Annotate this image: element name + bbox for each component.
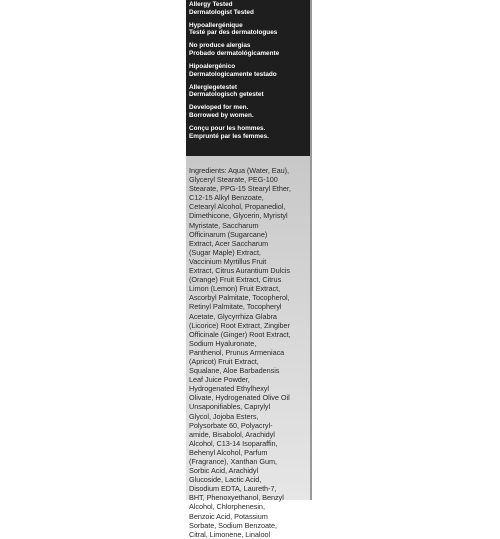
ingredient-line: Olivate, Hydrogenated Olive Oil <box>189 393 290 403</box>
claim-line: Allergiegetestet <box>189 83 237 91</box>
ingredient-line: (Sugar Maple) Extract, <box>189 247 261 257</box>
ingredient-line: Citral, Limonene, Linalool <box>189 529 271 539</box>
claim-block <box>189 125 307 140</box>
claim-block <box>189 84 307 99</box>
product-carton <box>186 0 312 539</box>
claim-line: Borrowed by women. <box>189 112 254 120</box>
claim-line: Dermatologisch getestet <box>189 91 264 99</box>
ingredients-list <box>189 166 309 539</box>
ingredient-line: Stearate, PPG-15 Stearyl Ether, <box>189 184 291 194</box>
ingredient-line: amide, Bisabolol, Arachidyl <box>189 429 275 439</box>
ingredient-line: Glucoside, Lactic Acid, <box>189 475 262 485</box>
ingredient-line: Ingredients: Aqua (Water, Eau), <box>189 166 289 175</box>
ingredient-line: Unsaponifiables, Caprylyl <box>189 402 271 412</box>
claim-line: No produce alergias <box>189 42 251 50</box>
ingredient-line: Hydrogenated Ethylhexyl <box>189 384 269 394</box>
claim-line: Probado dermatológicamente <box>189 49 280 57</box>
claim-block <box>189 22 307 37</box>
ingredient-line: (Orange) Fruit Extract, Citrus <box>189 275 282 285</box>
ingredient-line: Squalane, Aloe Barbadensis <box>189 366 280 376</box>
ingredient-line: (Apricot) Fruit Extract, <box>189 356 259 366</box>
claim-line: Emprunté par les femmes. <box>189 132 269 140</box>
ingredient-line: Retinyl Palmitate, Tocopheryl <box>189 302 282 312</box>
ingredient-line: Benzoic Acid, Potassium <box>189 511 268 521</box>
ingredient-line: Ascorbyl Palmitate, Tocopherol, <box>189 293 290 303</box>
ingredient-line: (Fragrance), Xanthan Gum, <box>189 457 277 466</box>
ingredient-line: Myristate, Saccharum <box>189 220 259 230</box>
carton-edge <box>310 0 312 500</box>
ingredient-line: Acetate, Glycyrrhiza Glabra <box>189 311 277 321</box>
ingredient-line: Limon (Lemon) Fruit Extract, <box>189 284 281 294</box>
ingredient-line: Dimethicone, Glycerin, Myristyl <box>189 211 288 221</box>
ingredient-line: Extract, Citrus Aurantium Dulcis <box>189 266 290 276</box>
ingredient-line: Glycol, Jojoba Esters, <box>189 411 259 421</box>
ingredient-line: Cetearyl Alcohol, Propanediol, <box>189 202 286 212</box>
ingredient-line: (Licorice) Root Extract, Zingiber <box>189 320 290 330</box>
claim-line: Dermatologicamente testado <box>189 70 277 78</box>
claim-line: Hypoallergénique <box>189 21 243 29</box>
ingredient-line: Officinale (Ginger) Root Extract, <box>189 329 291 339</box>
ingredient-line: Alcohol, Chlorphenesin, <box>189 502 265 512</box>
claim-line: Hipoalergénico <box>189 63 236 71</box>
ingredient-line: Disodium EDTA, Laureth-7, <box>189 484 277 494</box>
ingredient-line: Panthenol, Prunus Armeniaca <box>189 347 285 357</box>
claim-line: Testé par des dermatologues <box>189 29 278 37</box>
ingredient-line: Vaccinium Myrtillus Fruit <box>189 256 267 266</box>
ingredient-line: Polysorbate 60, Polyacryl- <box>189 420 273 430</box>
claim-block <box>189 42 307 57</box>
claim-line: Dermatologist Tested <box>189 8 254 16</box>
ingredient-line: Sorbic Acid, Arachidyl <box>189 466 259 476</box>
claim-block <box>189 1 307 16</box>
claim-block <box>189 63 307 78</box>
ingredient-line: Glyceryl Stearate, PEG-100 <box>189 175 278 185</box>
ingredient-line: BHT, Phenoxyethanol, Benzyl <box>189 493 284 503</box>
ingredient-line: Officinarum (Sugarcane) <box>189 229 268 239</box>
carton-dark-panel <box>186 0 312 156</box>
ingredient-line: Sorbate, Sodium Benzoate, <box>189 520 277 530</box>
claim-line: Allergy Tested <box>189 1 233 8</box>
claim-line: Developed for men. <box>189 104 249 112</box>
ingredient-line: Alcohol, C13-14 Isoparaffin, <box>189 438 278 448</box>
ingredient-line: Behenyl Alcohol, Parfum <box>189 447 268 457</box>
claims-list <box>189 1 307 146</box>
claim-line: Conçu pour les hommes. <box>189 125 266 133</box>
ingredient-line: Sodium Hyaluronate, <box>189 338 257 348</box>
ingredient-line: C12-15 Alkyl Benzoate, <box>189 193 264 203</box>
claim-block <box>189 104 307 119</box>
ingredient-line: Extract, Acer Saccharum <box>189 238 269 248</box>
ingredient-line: Leaf Juice Powder, <box>189 375 250 385</box>
